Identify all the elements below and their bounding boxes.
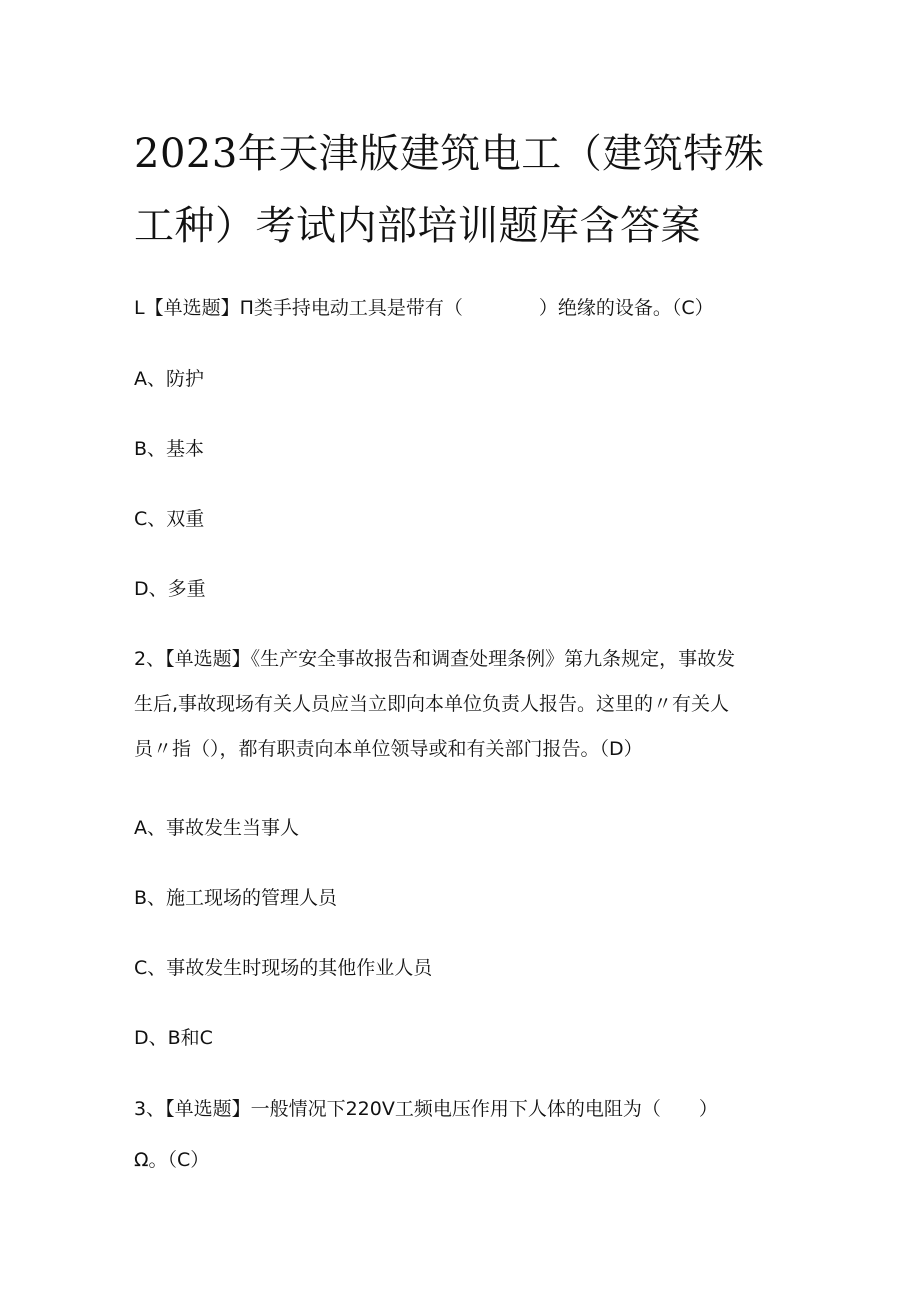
question-2-option-b: B、施工现场的管理人员: [134, 887, 338, 909]
question-2-stem-line-1: 2、【单选题】《生产安全事故报告和调查处理条例》第九条规定，事故发: [134, 648, 736, 670]
question-2-option-a: A、事故发生当事人: [134, 817, 299, 839]
question-1-option-d: D、多重: [134, 578, 206, 600]
question-2-stem-line-2: 生后,事故现场有关人员应当立即向本单位负责人报告。这里的〃有关人: [134, 693, 730, 715]
question-3-stem-line-1: 3、【单选题】一般情况下220V工频电压作用下人体的电阻为（ ）: [134, 1098, 718, 1120]
document-title: [134, 118, 794, 262]
question-2-stem-line-3: 员〃指（），都有职责向本单位领导或和有关部门报告。（D）: [134, 738, 643, 760]
question-2-stem: [134, 637, 735, 772]
question-2-option-d: D、B和C: [134, 1027, 213, 1049]
question-3-stem-line-2: Ω。（C）: [134, 1149, 210, 1171]
title-line-2: 工种）考试内部培训题库含答案: [134, 203, 701, 249]
question-1-option-c: C、双重: [134, 508, 205, 530]
title-line-1: 2023年天津版建筑电工（建筑特殊: [134, 131, 765, 177]
question-2-option-c: C、事故发生时现场的其他作业人员: [134, 957, 433, 979]
question-1-stem: L【单选题】П类手持电动工具是带有（ ）绝缘的设备。（C）: [134, 297, 714, 319]
question-1-option-a: A、防护: [134, 368, 204, 390]
question-1-option-b: B、基本: [134, 438, 205, 460]
